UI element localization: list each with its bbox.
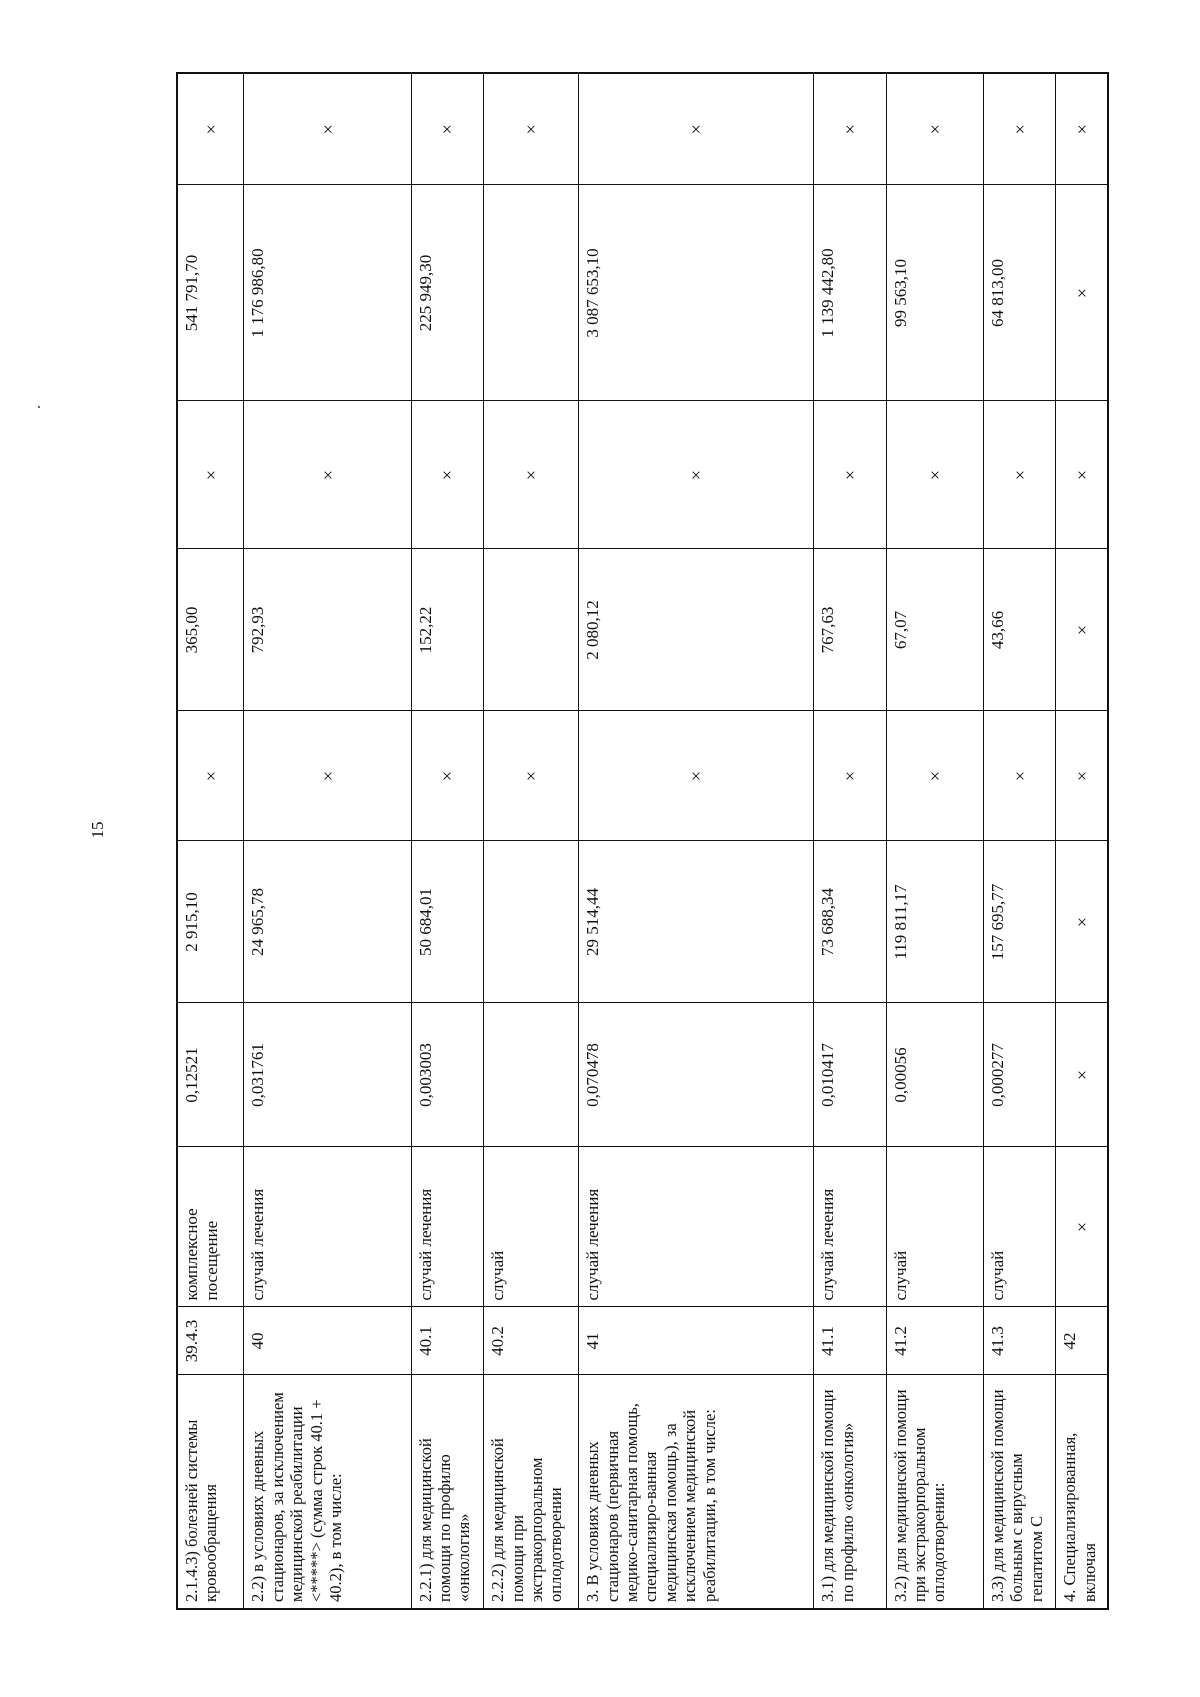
cell-code: 41.2 [886,1307,983,1375]
cell-cost: 73 688,34 [814,841,886,1003]
cell-cost [484,841,579,1003]
cell-code: 41.1 [814,1307,886,1375]
cell-x: × [244,711,411,841]
cell-x: × [983,711,1056,841]
cell-per-capita: 152,22 [411,549,484,711]
cell-norm: 0,00056 [886,1003,983,1147]
cell-x: × [579,73,814,185]
cell-x: × [983,73,1056,185]
cell-cost: 29 514,44 [579,841,814,1003]
table-row [244,73,411,1609]
cell-per-capita: 767,63 [814,549,886,711]
cell-unit: случай лечения [814,1147,886,1307]
cell-name: 2.2) в условиях дневных стационаров, за исключением медицинской реабилитации <*****> (сумма строк 40.1 + 40.2), в том числе: [244,1375,411,1609]
cell-total: 225 949,30 [411,185,484,401]
cell-norm: 0,070478 [579,1003,814,1147]
cell-x: × [244,73,411,185]
cell-x: × [579,401,814,549]
cell-name: 3.3) для медицинской помощи больным с вирусным гепатитом С [983,1375,1056,1609]
page-number: 15 [88,821,107,839]
cell-norm: 0,000277 [983,1003,1056,1147]
cell-total [484,185,579,401]
cell-norm: 0,010417 [814,1003,886,1147]
cell-total: 541 791,70 [177,185,244,401]
cell-name: 3.2) для медицинской помощи при экстракорпоральном оплодотворении: [886,1375,983,1609]
cell-x: × [886,711,983,841]
cell-name: 4. Специализированная, включая [1056,1375,1108,1609]
table-row [886,73,983,1609]
rotated-table-container [176,74,1109,1610]
table-row [579,73,814,1609]
cell-norm: 0,003003 [411,1003,484,1147]
cell-total: 3 087 653,10 [579,185,814,401]
cell-x: × [1056,1003,1108,1147]
table-row [814,73,886,1609]
cell-cost: 157 695,77 [983,841,1056,1003]
table-row [411,73,484,1609]
cell-x: × [244,401,411,549]
cell-x: × [1056,549,1108,711]
cell-x: × [1056,185,1108,401]
cell-cost: 24 965,78 [244,841,411,1003]
cell-code: 42 [1056,1307,1108,1375]
cell-total: 1 176 986,80 [244,185,411,401]
cell-code: 41 [579,1307,814,1375]
cell-x: × [1056,711,1108,841]
cell-cost: 50 684,01 [411,841,484,1003]
cell-norm: 0,031761 [244,1003,411,1147]
cell-per-capita: 67,07 [886,549,983,711]
cell-x: × [1056,73,1108,185]
cell-x: × [177,401,244,549]
cell-x: × [814,401,886,549]
cell-code: 40.1 [411,1307,484,1375]
cell-per-capita [484,549,579,711]
cell-x: × [484,711,579,841]
cell-unit: случай лечения [244,1147,411,1307]
cell-x: × [411,711,484,841]
cell-unit: случай [983,1147,1056,1307]
cell-unit: случай [484,1147,579,1307]
cell-code: 39.4.3 [177,1307,244,1375]
cell-name: 3.1) для медицинской помощи по профилю «онкология» [814,1375,886,1609]
cell-x: × [814,73,886,185]
cell-x: × [1056,1147,1108,1307]
cell-name: 3. В условиях дневных стационаров (первичная медико-санитарная помощь, специализиро-ванная медицинская помощь), за исключением медицинской реабилитации, в том числе: [579,1375,814,1609]
cell-per-capita: 2 080,12 [579,549,814,711]
cell-total: 1 139 442,80 [814,185,886,401]
table-row [1056,73,1108,1609]
cell-x: × [177,73,244,185]
table-row [983,73,1056,1609]
cell-total: 64 813,00 [983,185,1056,401]
cell-unit: случай [886,1147,983,1307]
table-row [484,73,579,1609]
cell-per-capita: 365,00 [177,549,244,711]
cell-x: × [411,73,484,185]
cell-x: × [484,401,579,549]
cell-x: × [983,401,1056,549]
cell-per-capita: 792,93 [244,549,411,711]
cell-x: × [411,401,484,549]
cell-norm: 0,12521 [177,1003,244,1147]
cell-total: 99 563,10 [886,185,983,401]
table-row [177,73,244,1609]
cell-x: × [814,711,886,841]
cell-name: 2.2.2) для медицинской помощи при экстракорпоральном оплодотворении [484,1375,579,1609]
cell-name: 2.2.1) для медицинской помощи по профилю «онкология» [411,1375,484,1609]
cell-x: × [177,711,244,841]
financing-table [176,72,1109,1610]
cell-cost: 119 811,17 [886,841,983,1003]
cell-x: × [886,401,983,549]
cell-unit: случай лечения [411,1147,484,1307]
cell-unit: комплексное посещение [177,1147,244,1307]
cell-code: 40.2 [484,1307,579,1375]
cell-name: 2.1.4.3) болезней системы кровообращения [177,1375,244,1609]
cell-norm [484,1003,579,1147]
cell-cost: 2 915,10 [177,841,244,1003]
cell-x: × [886,73,983,185]
cell-code: 41.3 [983,1307,1056,1375]
cell-x: × [484,73,579,185]
cell-per-capita: 43,66 [983,549,1056,711]
cell-x: × [1056,401,1108,549]
cell-unit: случай лечения [579,1147,814,1307]
cell-x: × [579,711,814,841]
cell-x: × [1056,841,1108,1003]
scan-speck [38,406,40,408]
cell-code: 40 [244,1307,411,1375]
